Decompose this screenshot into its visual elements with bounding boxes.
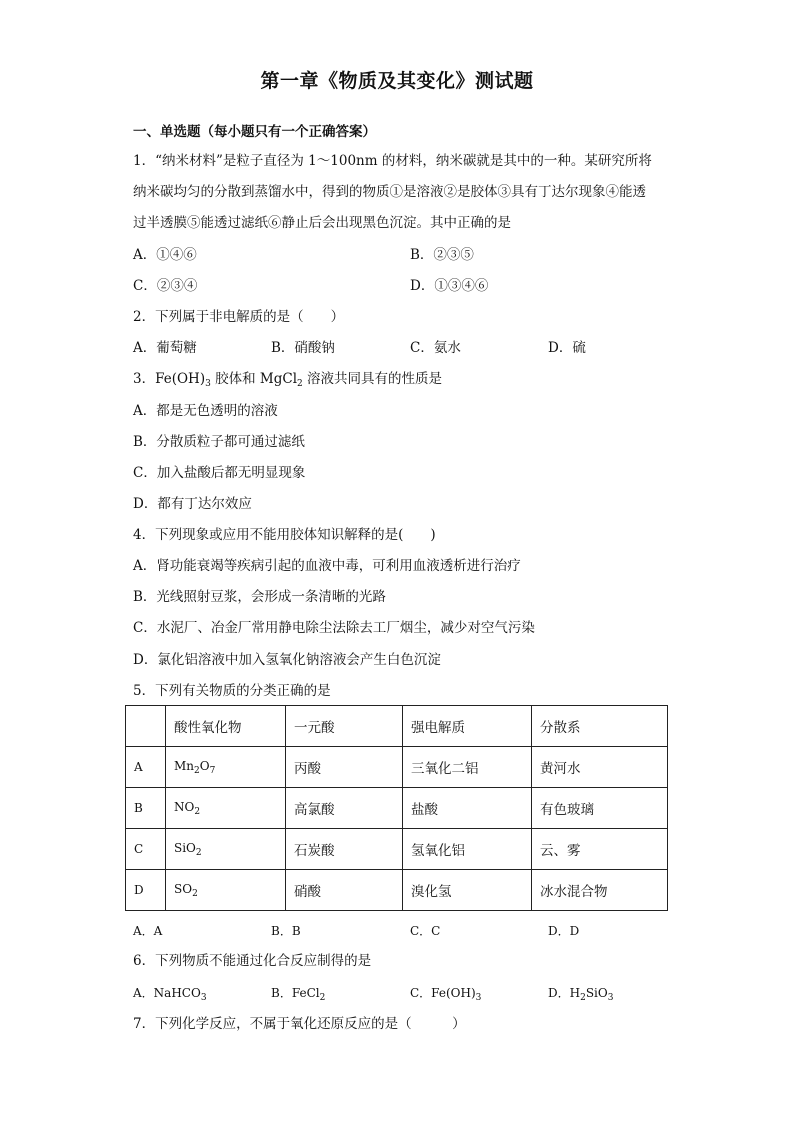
q5-option-a: A．A xyxy=(133,924,163,938)
table-header-cell xyxy=(126,706,166,747)
dispersion-cell: 冰水混合物 xyxy=(532,870,668,911)
q1-stem-line-3: 过半透膜⑤能透过滤纸⑥静止后会出现黑色沉淀。其中正确的是 xyxy=(133,215,511,231)
acid-cell: 石炭酸 xyxy=(286,829,403,870)
q5-option-b: B．B xyxy=(271,924,301,938)
q4-stem: 4．下列现象或应用不能用胶体知识解释的是( ) xyxy=(133,527,436,543)
dispersion-cell: 云、雾 xyxy=(532,829,668,870)
q3-option-c: C．加入盐酸后都无明显现象 xyxy=(133,465,306,481)
q5-option-d: D．D xyxy=(548,924,580,938)
table-header-cell: 一元酸 xyxy=(286,706,403,747)
q3-option-a: A．都是无色透明的溶液 xyxy=(133,403,278,419)
q3-option-b: B．分散质粒子都可通过滤纸 xyxy=(133,434,305,450)
q6-option-c: C．$Fe(OH)_3$ xyxy=(410,986,482,1003)
q6-stem: 6．下列物质不能通过化合反应制得的是 xyxy=(133,953,372,969)
q5-classification-table xyxy=(125,705,668,911)
dispersion-cell: 有色玻璃 xyxy=(532,788,668,829)
oxide-cell: $Mn_2O_7$ xyxy=(166,747,286,788)
page-title: 第一章《物质及其变化》测试题 xyxy=(260,70,534,92)
q1-option-a: A．①④⑥ xyxy=(133,247,197,263)
q1-option-b: B．②③⑤ xyxy=(410,247,474,263)
row-label: A xyxy=(126,747,166,788)
q6-option-d: D．$H_2SiO_3$ xyxy=(548,986,614,1003)
q5-stem: 5．下列有关物质的分类正确的是 xyxy=(133,683,331,699)
q1-option-c: C．②③④ xyxy=(133,278,198,294)
oxide-cell: SiO$_2$ xyxy=(166,829,286,870)
q7-stem: 7．下列化学反应，不属于氧化还原反应的是（ ） xyxy=(133,1016,466,1032)
q1-stem-line-1: 1．“纳米材料”是粒子直径为 1～100nm 的材料，纳米碳就是其中的一种。某研究所将 xyxy=(133,153,652,169)
row-label: C xyxy=(126,829,166,870)
table-header-cell: 分散系 xyxy=(532,706,668,747)
q5-option-c: C．C xyxy=(410,924,441,938)
table-header-cell: 强电解质 xyxy=(403,706,532,747)
q3-stem: 3．$Fe(OH)_3$ 胶体和 MgCl$_2$ 溶液共同具有的性质是 xyxy=(133,371,443,389)
electrolyte-cell: 氢氧化铝 xyxy=(403,829,532,870)
q1-option-d: D．①③④⑥ xyxy=(410,278,489,294)
q2-option-d: D．硫 xyxy=(548,340,586,356)
dispersion-cell: 黄河水 xyxy=(532,747,668,788)
electrolyte-cell: 溴化氢 xyxy=(403,870,532,911)
q4-option-b: B．光线照射豆浆，会形成一条清晰的光路 xyxy=(133,589,386,605)
table-header-cell: 酸性氧化物 xyxy=(166,706,286,747)
electrolyte-cell: 三氧化二铝 xyxy=(403,747,532,788)
q4-option-a: A．肾功能衰竭等疾病引起的血液中毒，可利用血液透析进行治疗 xyxy=(133,558,521,574)
oxide-cell: $SO_2$ xyxy=(166,870,286,911)
electrolyte-cell: 盐酸 xyxy=(403,788,532,829)
acid-cell: 丙酸 xyxy=(286,747,403,788)
acid-cell: 高氯酸 xyxy=(286,788,403,829)
table-row xyxy=(126,829,668,870)
row-label: B xyxy=(126,788,166,829)
q4-option-d: D．氯化铝溶液中加入氢氧化钠溶液会产生白色沉淀 xyxy=(133,652,441,668)
q6-option-b: B．FeCl$_2$ xyxy=(271,986,326,1003)
section-heading: 一、单选题（每小题只有一个正确答案） xyxy=(133,124,376,140)
q1-stem-line-2: 纳米碳均匀的分散到蒸馏水中，得到的物质①是溶液②是胶体③具有丁达尔现象④能透 xyxy=(133,184,646,200)
row-label: D xyxy=(126,870,166,911)
q2-option-b: B．硝酸钠 xyxy=(271,340,335,356)
table-row xyxy=(126,788,668,829)
acid-cell: 硝酸 xyxy=(286,870,403,911)
oxide-cell: $NO_2$ xyxy=(166,788,286,829)
table-row xyxy=(126,747,668,788)
q2-option-a: A．葡萄糖 xyxy=(133,340,197,356)
q2-option-c: C．氨水 xyxy=(410,340,461,356)
q4-option-c: C．水泥厂、冶金厂常用静电除尘法除去工厂烟尘，减少对空气污染 xyxy=(133,620,535,636)
q2-stem: 2．下列属于非电解质的是（ ） xyxy=(133,309,345,325)
q3-option-d: D．都有丁达尔效应 xyxy=(133,496,252,512)
table-row xyxy=(126,870,668,911)
table-header-row xyxy=(126,706,668,747)
q6-option-a: A．NaHCO$_3$ xyxy=(133,986,207,1003)
